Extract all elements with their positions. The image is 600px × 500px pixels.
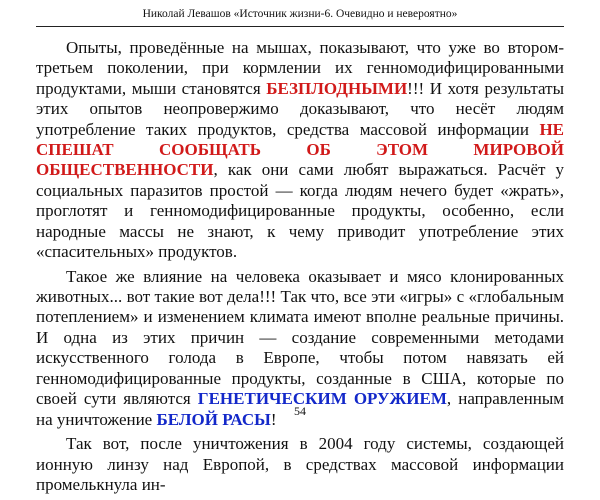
paragraph-1-text-2: !!! И хотя результаты этих опытов неопровержимо доказывают, что несёт людям употребление таких продуктов, средства массовой информации: [36, 78, 564, 139]
paragraph-3: [36, 434, 564, 495]
running-header: Николай Левашов «Источник жизни-6. Очевидно и невероятно»: [142, 8, 458, 20]
paragraph-1-text-1: Опыты, проведённые на мышах, показывают, что уже во втором-третьем поколении, при кормлении их генномодифицированными продуктами, мыши становятся: [36, 38, 564, 98]
paragraph-3-text-1: Так вот, после уничтожения в 2004 году системы, создающей ионную линзу над Европой, в средствах массовой информации промелькнула ин-: [36, 434, 564, 494]
emphasis-not-hurry: НЕ СПЕШАТ СООБЩАТЬ ОБ ЭТОМ МИРОВОЙ ОБЩЕСТВЕННОСТИ: [36, 119, 564, 180]
paragraph-2-text-3: !: [270, 409, 277, 429]
page-body: [36, 38, 564, 500]
paragraph-2-text-1: Такое же влияние на человека оказывает и мясо клонированных животных... вот такие вот дела!!! Так что, все эти «игры» с «глобальным потеплением» и изменением климата имеют вполне реальные причины. И одна из этих причин — создание современными методами искусственного голода в Европе, чтобы потом навязать ей генномодифицированные продукты, созданные в США, которые по своей сути являются: [36, 266, 564, 409]
paragraph-2-text-2: , направленным на уничтожение: [36, 389, 564, 429]
paragraph-1: [36, 38, 564, 262]
paragraph-1-text-3: , как они сами любят выражаться. Расчёт у социальных паразитов простой — когда людям нечего будет «жрать», проглотят и генномодифицированные продукты, особенно, если народные массы не знают, к чему приводит употребление этих «спасительных» продуктов.: [36, 160, 564, 262]
header-rule: [36, 26, 564, 27]
page-number: 54: [294, 404, 306, 418]
emphasis-genetic-weapon: ГЕНЕТИЧЕСКИМ ОРУЖИЕМ: [197, 389, 447, 409]
emphasis-barren: БЕЗПЛОДНЫМИ: [266, 78, 408, 98]
emphasis-white-race: БЕЛОЙ РАСЫ: [156, 409, 271, 429]
